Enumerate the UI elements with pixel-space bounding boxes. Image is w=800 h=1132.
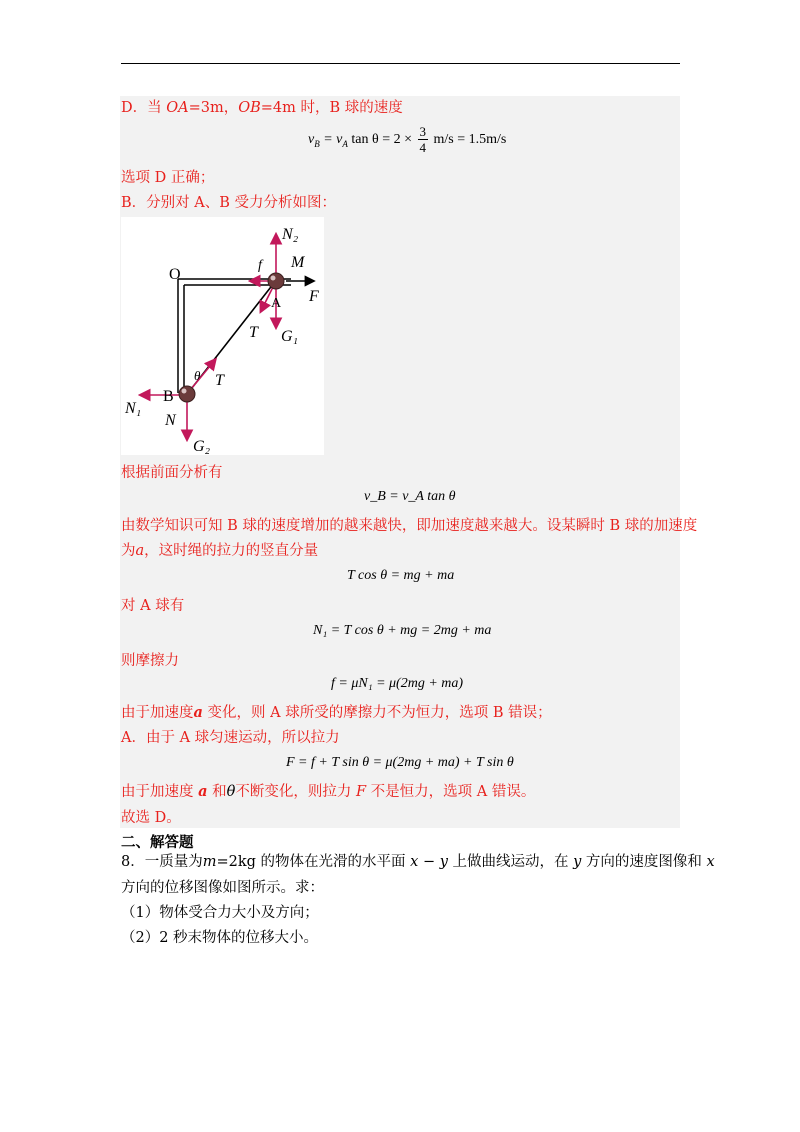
- question-8-line2: 方向的位移图像如图所示。求：: [121, 880, 324, 896]
- label-t1: T: [249, 324, 258, 341]
- label-f-big: F: [309, 288, 319, 305]
- label-n: N: [165, 412, 176, 429]
- equation-tcos: T cos θ = mg + ma: [347, 568, 455, 583]
- ball-b: [179, 386, 195, 402]
- label-n1: N₁: [125, 400, 142, 417]
- equation-vb: v_B = v_A tan θ: [364, 489, 456, 504]
- sub-question-1: （1）物体受合力大小及方向；: [121, 905, 319, 921]
- label-t2: T: [215, 372, 224, 389]
- equation-vb-value: $v_B = v_A$ tan θ = 2 × $\frac{3}{4}$ m/s = 1.5m/s: [308, 124, 507, 156]
- equation-friction: f = μN₁ = μ(2mg + ma): [331, 676, 464, 691]
- option-d-correct: 选项 D 正确；: [121, 170, 215, 186]
- label-b: B: [163, 388, 174, 405]
- label-n2: N₂: [282, 226, 299, 243]
- final-answer: 故选 D。: [121, 810, 181, 826]
- force-diagram: [121, 217, 324, 455]
- option-a-conclusion: 由于加速度 a 和θ不断变化，则拉力 F 不是恒力，选项 A 错误。: [121, 783, 536, 800]
- option-b-conclusion: 由于加速度a 变化，则 A 球所受的摩擦力不为恒力，选项 B 错误；: [121, 704, 552, 721]
- sub-question-2: （2）2 秒末物体的位移大小。: [121, 930, 319, 946]
- option-b-intro: B．分别对 A、B 受力分析如图：: [121, 195, 336, 211]
- equation-n1: N₁ = T cos θ + mg = 2mg + ma: [313, 623, 492, 638]
- ball-a: [268, 273, 284, 289]
- label-a: A: [271, 296, 282, 311]
- equation-force: F = f + T sin θ = μ(2mg + ma) + T sin θ: [286, 755, 514, 770]
- label-m: M: [291, 254, 305, 271]
- option-a-intro: A．由于 A 球匀速运动，所以拉力: [121, 730, 340, 746]
- analysis-intro: 根据前面分析有: [121, 465, 223, 481]
- label-g2: G₂: [193, 438, 211, 455]
- for-ball-a: 对 A 球有: [121, 598, 185, 614]
- question-8-line1: 8．一质量为m=2kg 的物体在光滑的水平面 x − y 上做曲线运动，在 y 方向的速度图像和 x: [121, 854, 715, 870]
- option-d-intro: D．当 OA=3m，OB=4m 时，B 球的速度: [121, 100, 403, 116]
- force-diagram-svg: [121, 217, 324, 455]
- header-rule: [121, 63, 680, 64]
- math-note-line2: 为a，这时绳的拉力的竖直分量: [121, 543, 319, 559]
- section-heading: 二、解答题: [121, 835, 194, 851]
- label-theta: θ: [194, 368, 201, 383]
- label-f-small: f: [258, 258, 262, 273]
- label-g1: G₁: [281, 328, 299, 345]
- math-note-line1: 由数学知识可知 B 球的速度增加的越来越快，即加速度越来越大。设某瞬时 B 球的加速度: [121, 518, 698, 534]
- friction-label: 则摩擦力: [121, 653, 179, 669]
- label-o: O: [169, 266, 181, 283]
